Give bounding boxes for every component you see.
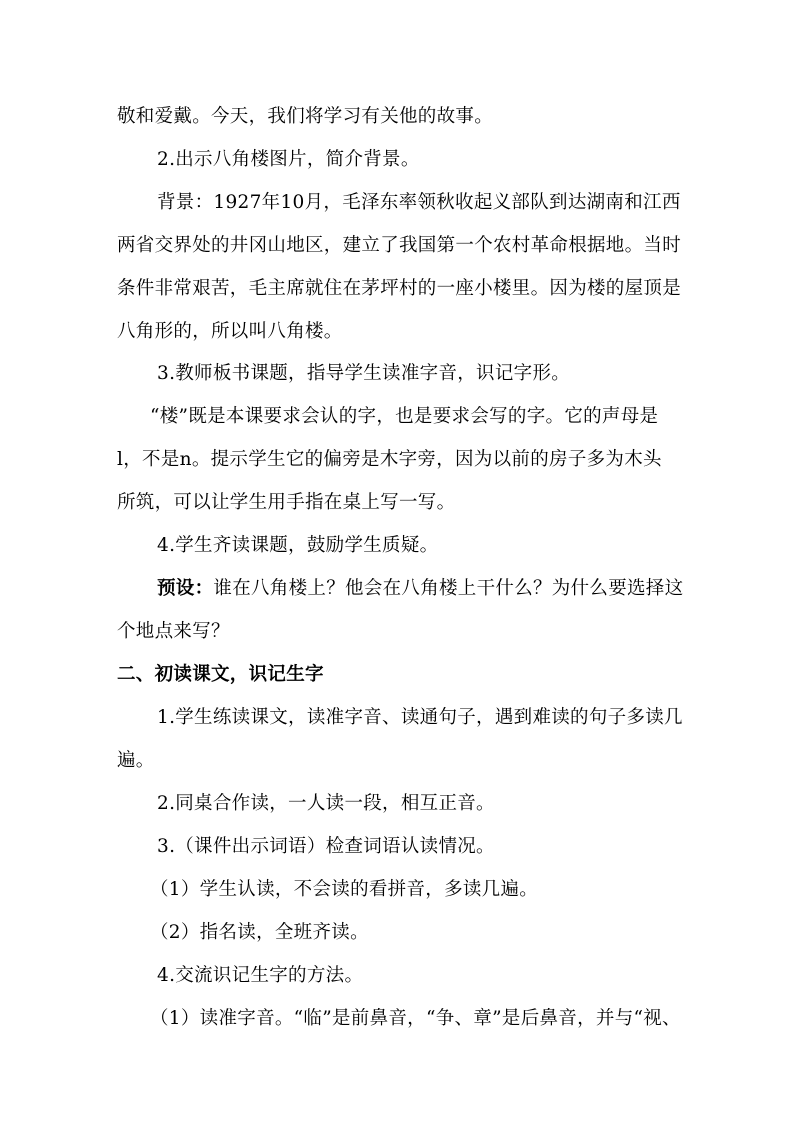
paragraph-line: 八角形的，所以叫八角楼。 (117, 321, 343, 342)
preset-paragraph (157, 577, 683, 601)
list-item: 2.同桌合作读，一人读一段，相互正音。 (157, 793, 495, 814)
paragraph-line: 条件非常艰苦，毛主席就住在茅坪村的一座小楼里。因为楼的屋顶是 (117, 278, 682, 299)
sub-list-item: （1）读准字音。“临”是前鼻音，“争、章”是后鼻音，并与“视、 (150, 1008, 681, 1029)
list-item: 3.教师板书课题，指导学生读准字音，识记字形。 (157, 363, 571, 384)
paragraph-line: 遍。 (117, 750, 155, 771)
list-item: 2.出示八角楼图片，简介背景。 (157, 149, 420, 170)
paragraph-line: 个地点来写？ (117, 621, 230, 642)
list-item: 4.交流识记生字的方法。 (157, 965, 364, 986)
list-item: 1.学生练读课文，读准字音、读通句子，遇到难读的句子多读几 (157, 707, 683, 728)
paragraph-line: 所筑，可以让学生用手指在桌上写一写。 (117, 492, 456, 513)
sub-list-item: （2）指名读，全班齐读。 (150, 922, 369, 943)
list-item: 4.学生齐读课题，鼓励学生质疑。 (157, 535, 439, 556)
paragraph-line: 两省交界处的井冈山地区，建立了我国第一个农村革命根据地。当时 (117, 235, 682, 256)
paragraph-line: l，不是n。提示学生它的偏旁是木字旁，因为以前的房子多为木头 (117, 449, 662, 470)
paragraph-line: 敬和爱戴。今天，我们将学习有关他的故事。 (117, 106, 494, 127)
list-item: 3.（课件出示词语）检查词语认读情况。 (157, 836, 495, 857)
paragraph-line: “楼”既是本课要求会认的字，也是要求会写的字。它的声母是 (150, 406, 659, 427)
section-heading: 二、初读课文，识记生字 (117, 664, 324, 685)
paragraph-line: 背景：1927年10月，毛泽东率领秋收起义部队到达湖南和江西 (157, 192, 681, 213)
sub-list-item: （1）学生认读，不会读的看拼音，多读几遍。 (150, 879, 539, 900)
preset-label: 预设： (157, 578, 214, 599)
preset-text: 谁在八角楼上？他会在八角楼上干什么？为什么要选择这 (213, 578, 684, 599)
